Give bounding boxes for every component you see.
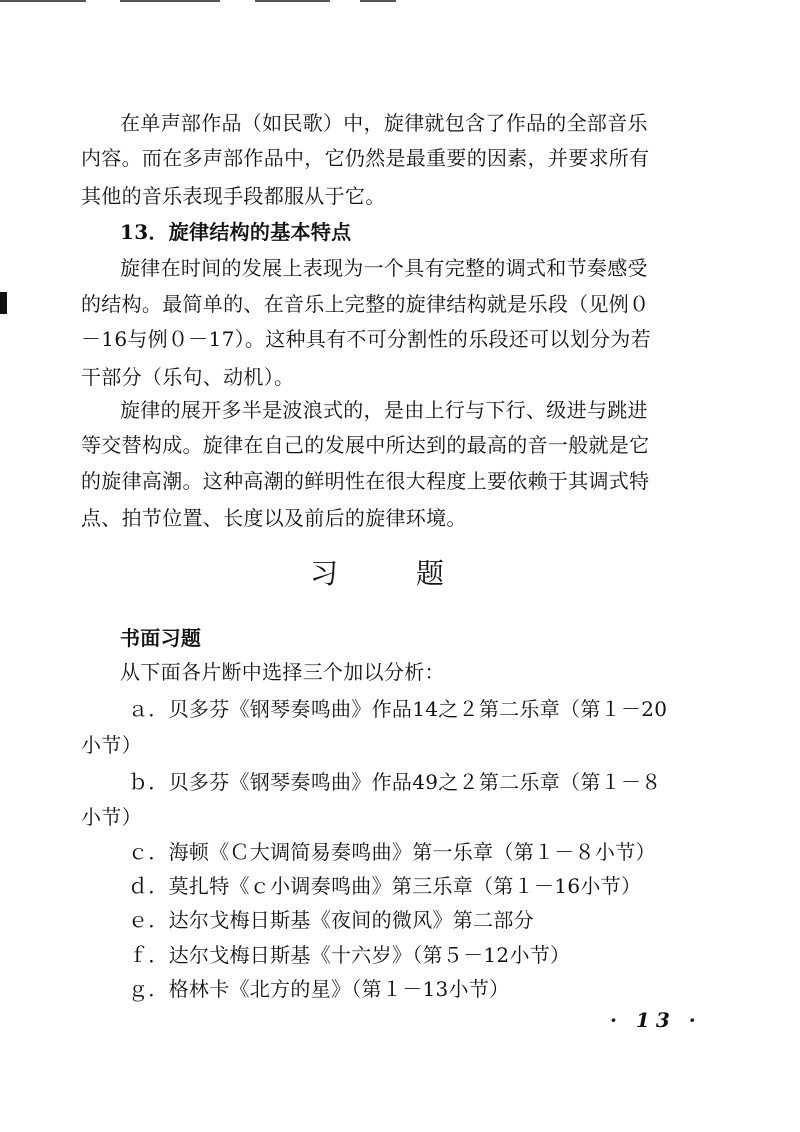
paragraph-line: 等交替构成。旋律在自己的发展中所达到的最高的音一般就是它 (81, 433, 650, 457)
exercise-item-continuation: 小节） (81, 733, 142, 757)
section-heading: 13．旋律结构的基本特点 (120, 220, 352, 244)
paragraph-line: 干部分（乐句、动机）。 (81, 365, 295, 389)
exercise-item: ｃ．海顿《Ｃ大调简易奏鸣曲》第一乐章（第１－８小节） (128, 840, 656, 864)
exercise-item: ｇ．格林卡《北方的星》（第１－13小节） (128, 977, 510, 1001)
exercises-subheading: 书面习题 (120, 626, 202, 650)
top-rule (0, 0, 86, 2)
top-rule (120, 0, 220, 2)
paragraph-line: 点、拍节位置、长度以及前后的旋律环境。 (81, 506, 467, 530)
paragraph-line: 其他的音乐表现手段都服从于它。 (81, 184, 386, 208)
paragraph-line: 在单声部作品（如民歌）中，旋律就包含了作品的全部音乐 (120, 111, 648, 135)
exercise-item: ａ．贝多芬《钢琴奏鸣曲》作品14之２第二乐章（第１－20 (128, 697, 668, 721)
exercises-title: 习题 (310, 557, 523, 590)
exercises-intro: 从下面各片断中选择三个加以分析： (120, 660, 445, 684)
top-rule (360, 0, 396, 2)
top-rule (255, 0, 330, 2)
paragraph-line: 旋律在时间的发展上表现为一个具有完整的调式和节奏感受 (120, 256, 648, 280)
paragraph-line: 的结构。最简单的、在音乐上完整的旋律结构就是乐段（见例０ (81, 292, 650, 316)
paragraph-line: 内容。而在多声部作品中，它仍然是最重要的因素，并要求所有 (81, 146, 650, 170)
paragraph-line: －16与例０－17）。这种具有不可分割性的乐段还可以划分为若 (81, 327, 651, 351)
exercise-item: ｅ．达尔戈梅日斯基《夜间的微风》第二部分 (128, 908, 534, 932)
paragraph-line: 的旋律高潮。这种高潮的鲜明性在很大程度上要依赖于其调式特 (81, 469, 650, 493)
exercise-item-continuation: 小节） (81, 805, 142, 829)
paragraph-line: 旋律的展开多半是波浪式的，是由上行与下行、级进与跳进 (120, 398, 648, 422)
page-edge-mark (0, 292, 7, 314)
exercise-item: ｂ．贝多芬《钢琴奏鸣曲》作品49之２第二乐章（第１－８ (128, 770, 662, 794)
exercise-item: ｄ．莫扎特《ｃ小调奏鸣曲》第三乐章（第１－16小节） (128, 874, 642, 898)
page-number: · 13 · (610, 1008, 702, 1032)
exercise-item: ｆ．达尔戈梅日斯基《十六岁》（第５－12小节） (128, 943, 571, 967)
